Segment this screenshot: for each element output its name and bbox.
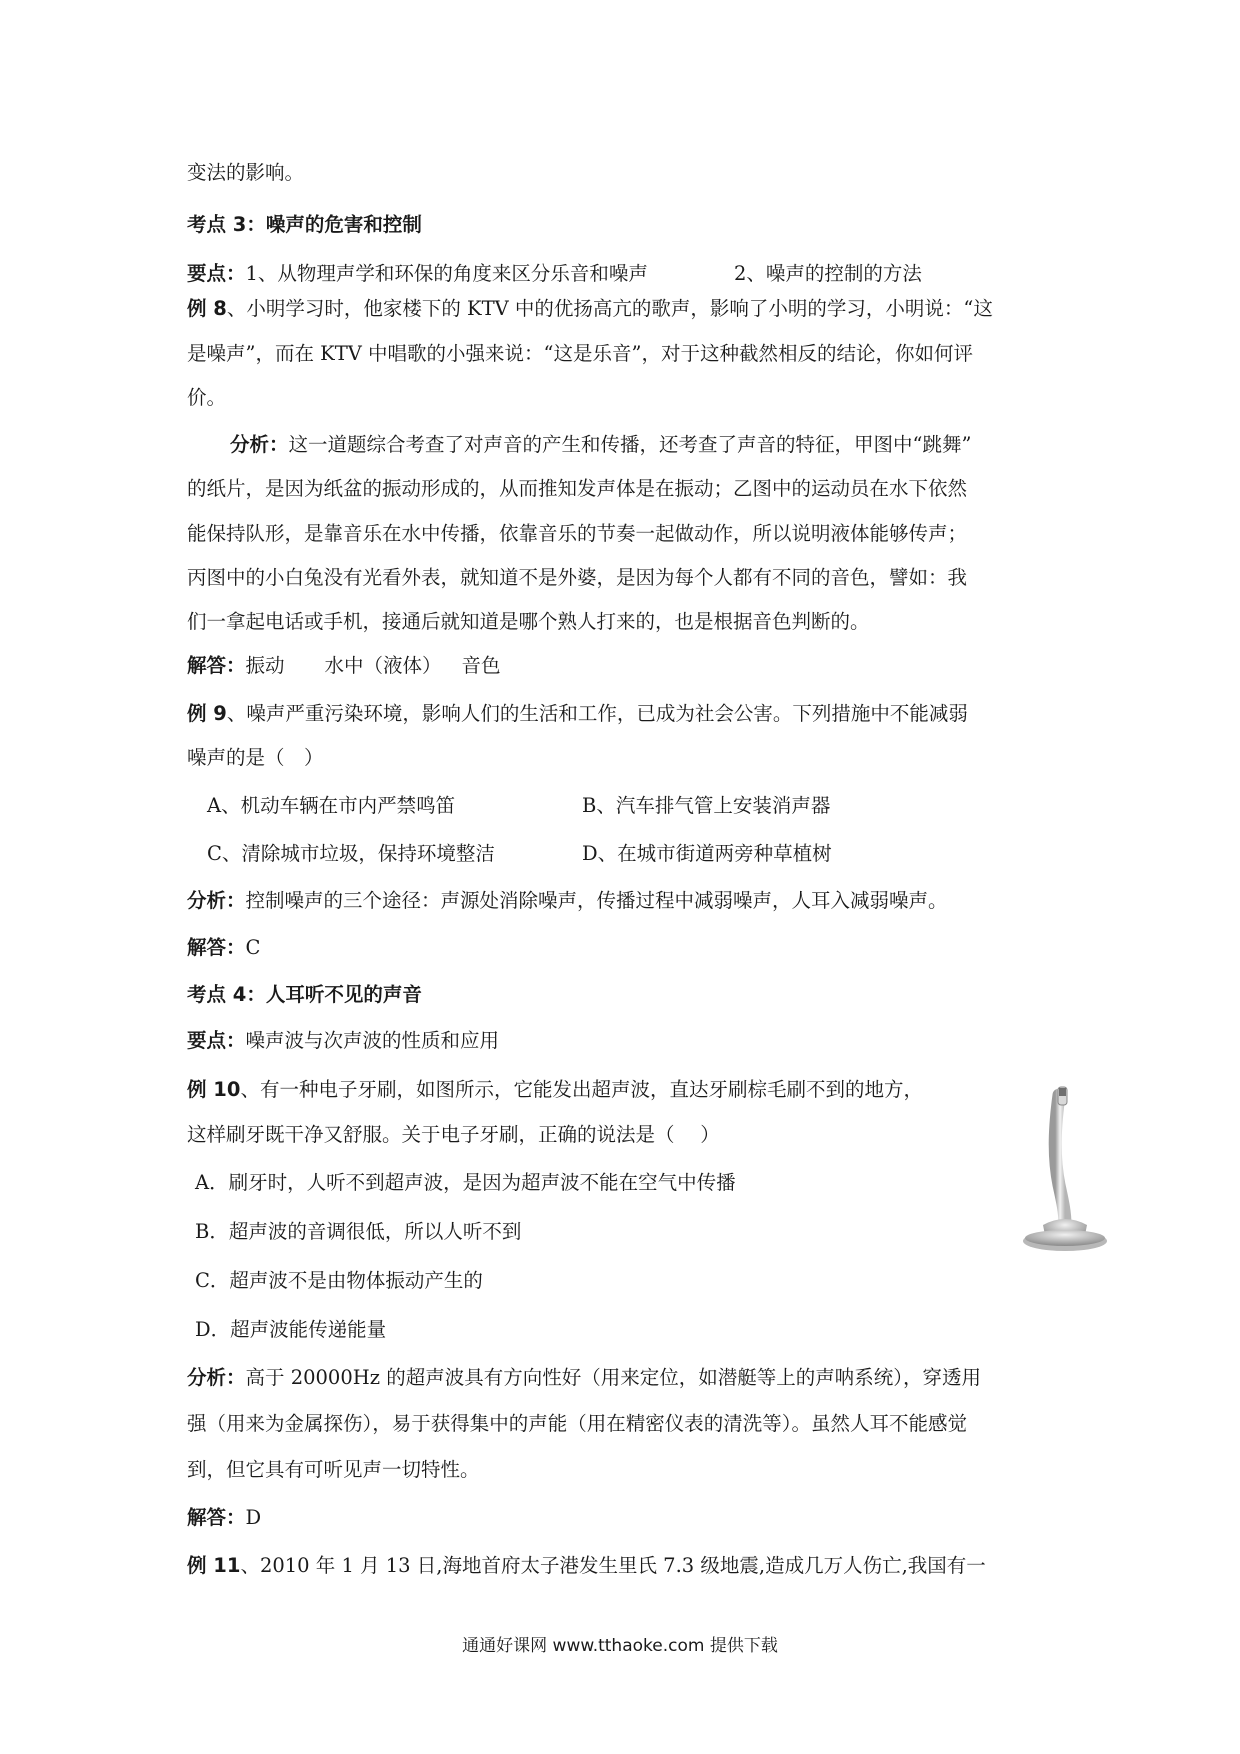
option-a: [195, 1169, 736, 1197]
option-d: [582, 840, 832, 868]
option-c: [195, 1267, 483, 1295]
text: 能保持队形，是靠音乐在水中传播，依靠音乐的节奏一起做动作，所以说明液体能够传声；: [187, 522, 968, 545]
option-b: [195, 1218, 521, 1246]
example-9: [187, 700, 968, 728]
text: C、清除城市垃圾，保持环境整洁: [207, 842, 495, 865]
example-label: 例 11: [187, 1554, 241, 1577]
text: 、有一种电子牙刷，如图所示，它能发出超声波，直达牙刷棕毛刷不到的地方，: [240, 1078, 923, 1101]
text: D．超声波能传递能量: [195, 1318, 387, 1341]
example-label: 例 10: [187, 1078, 241, 1101]
text-line: [187, 475, 967, 503]
text: A、机动车辆在市内严禁鸣笛: [207, 794, 456, 817]
text: B、汽车排气管上安装消声器: [582, 794, 831, 817]
analysis: [230, 431, 971, 459]
label: 分析：: [187, 889, 246, 912]
key-points: [187, 1027, 499, 1055]
text: 、2010 年 1 月 13 日,海地首府太子港发生里氏 7.3 级地震,造成几万人伤亡,我国有一: [240, 1554, 986, 1577]
label: 要点：: [187, 262, 246, 285]
text: 是噪声”，而在 KTV 中唱歌的小强来说：“这是乐音”，对于这种截然相反的结论，你如何评: [187, 342, 973, 365]
text: B．超声波的音调很低，所以人听不到: [195, 1220, 522, 1243]
example-10: [187, 1076, 923, 1104]
page-footer: [0, 1634, 1240, 1658]
text: 、小明学习时，他家楼下的 KTV 中的优扬高亢的歌声，影响了小明的学习，小明说：“这: [226, 297, 993, 320]
text: 音色: [461, 654, 501, 677]
label: 分析：: [187, 1366, 246, 1389]
text: 这样刷牙既干净又舒服。关于电子牙刷，正确的说法是（ ）: [187, 1123, 720, 1146]
text: 水中（液体）: [324, 654, 442, 677]
text: C．超声波不是由物体振动产生的: [195, 1269, 483, 1292]
text-line: [187, 1456, 480, 1484]
text-line: [187, 159, 304, 187]
example-8: [187, 295, 993, 323]
text: A．刷牙时，人听不到超声波，是因为超声波不能在空气中传播: [195, 1171, 736, 1194]
text: 们一拿起电话或手机，接通后就知道是哪个熟人打来的，也是根据音色判断的。: [187, 610, 870, 633]
text: 丙图中的小白兔没有光看外表，就知道不是外婆，是因为每个人都有不同的音色，譬如：我: [187, 566, 968, 589]
text-line: [187, 384, 226, 412]
text: 强（用来为金属探伤），易于获得集中的声能（用在精密仪表的清洗等）。虽然人耳不能感觉: [187, 1412, 968, 1435]
text: 1、从物理声学和环保的角度来区分乐音和噪声: [245, 262, 648, 285]
answer: [187, 1504, 261, 1532]
text-line: [187, 564, 967, 592]
text: 振动: [245, 654, 285, 677]
text: D、在城市街道两旁种草植树: [582, 842, 832, 865]
label: 解答：: [187, 1506, 246, 1529]
text-line: [187, 520, 967, 548]
label: 分析：: [230, 433, 289, 456]
text-line: [187, 744, 324, 772]
heading-text: 考点 3：噪声的危害和控制: [187, 213, 422, 236]
text: D: [245, 1506, 262, 1529]
section-heading: [187, 981, 422, 1009]
label: 解答：: [187, 654, 246, 677]
label: 要点：: [187, 1029, 246, 1052]
text-line: [187, 608, 870, 636]
text: 这一道题综合考查了对声音的产生和传播，还考查了声音的特征，甲图中“跳舞”: [288, 433, 972, 456]
text: 价。: [187, 386, 227, 409]
text: 、噪声严重污染环境，影响人们的生活和工作，已成为社会公害。下列措施中不能减弱: [226, 702, 968, 725]
text: 2、噪声的控制的方法: [733, 262, 922, 285]
text: 变法的影响。: [187, 161, 305, 184]
answer: [187, 652, 501, 680]
analysis: [187, 887, 948, 915]
text: 高于 20000Hz 的超声波具有方向性好（用来定位，如潜艇等上的声呐系统），穿透用: [245, 1366, 981, 1389]
section-heading: [187, 211, 422, 239]
key-points: [187, 260, 922, 288]
text: C: [245, 936, 261, 959]
toothbrush-icon: [1015, 1085, 1115, 1255]
label: 解答：: [187, 936, 246, 959]
analysis: [187, 1364, 981, 1392]
text: 到，但它具有可听见声一切特性。: [187, 1458, 480, 1481]
example-label: 例 8: [187, 297, 227, 320]
option-c: [207, 840, 495, 868]
example-label: 例 9: [187, 702, 227, 725]
text: 噪声波与次声波的性质和应用: [245, 1029, 500, 1052]
text: 噪声的是（ ）: [187, 746, 324, 769]
text-line: [187, 1410, 967, 1438]
text-line: [187, 340, 973, 368]
option-b: [582, 792, 830, 820]
footer-text: 通通好课网 www.tthaoke.com 提供下载: [462, 1636, 778, 1656]
example-11: [187, 1552, 986, 1580]
answer: [187, 934, 260, 962]
text: 的纸片，是因为纸盆的振动形成的，从而推知发声体是在振动；乙图中的运动员在水下依然: [187, 477, 968, 500]
text: 控制噪声的三个途径：声源处消除噪声，传播过程中减弱噪声，人耳入减弱噪声。: [245, 889, 948, 912]
heading-text: 考点 4：人耳听不见的声音: [187, 983, 422, 1006]
option-a: [207, 792, 455, 820]
text-line: [187, 1121, 720, 1149]
option-d: [195, 1316, 386, 1344]
